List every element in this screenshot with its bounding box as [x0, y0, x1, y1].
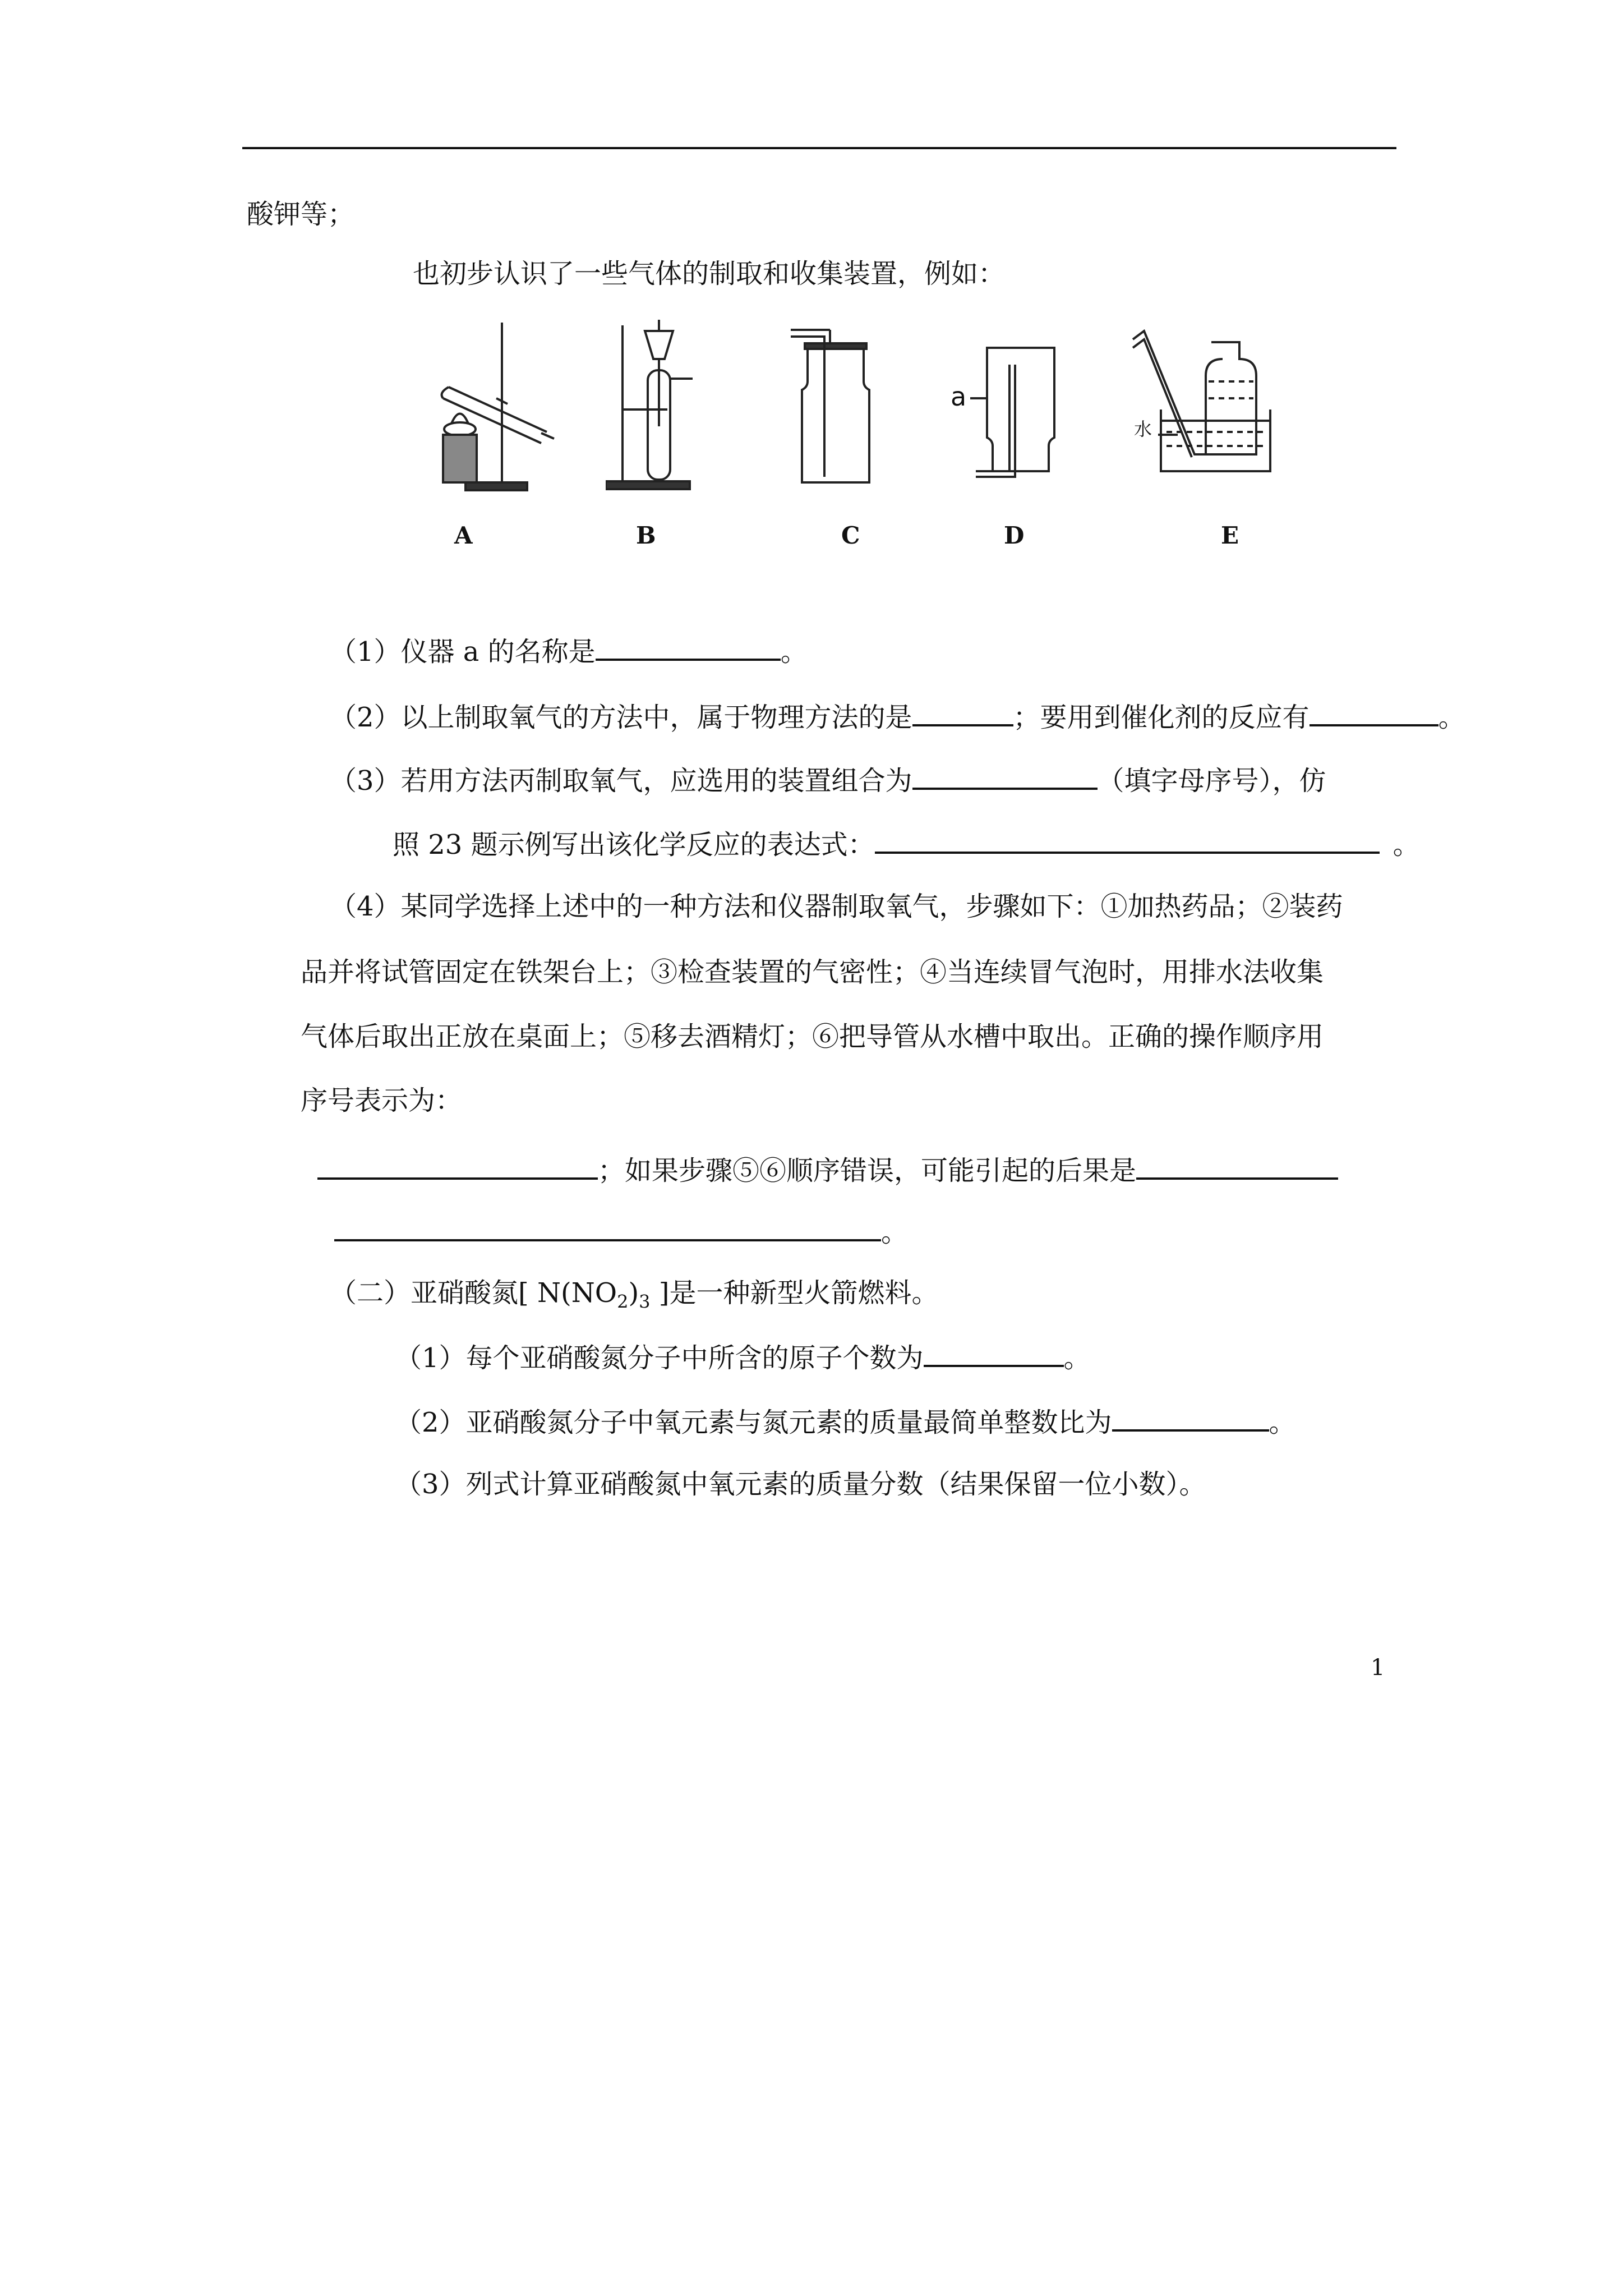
q4-line6: 。: [334, 1213, 908, 1249]
label-e: E: [1221, 522, 1239, 549]
apparatus-d-drawing: [965, 314, 1071, 505]
q4-line2: 品并将试管固定在铁架台上；③检查装置的气密性；④当连续冒气泡时，用排水法收集: [301, 956, 1324, 988]
apparatus-d-tag: a: [951, 381, 967, 412]
q2-blank-physical[interactable]: [912, 698, 1013, 726]
q4-line5: ；如果步骤⑤⑥顺序错误，可能引起的后果是: [317, 1152, 1338, 1188]
part2-s2-blank[interactable]: [1112, 1404, 1269, 1432]
q4-line4: 序号表示为：: [301, 1085, 463, 1116]
label-a: A: [454, 522, 473, 549]
q2: （2）以上制取氧气的方法中，属于物理方法的是 ；要用到催化剂的反应有 。: [330, 698, 1465, 734]
apparatus-c-drawing: [791, 314, 886, 505]
label-c: C: [841, 522, 860, 549]
label-d: D: [1004, 522, 1025, 549]
part2-s2: （2）亚硝酸氮分子中氧元素与氮元素的质量最简单整数比为 。: [395, 1404, 1296, 1439]
page-number: 1: [1371, 1655, 1385, 1681]
q3-line1: （3）若用方法丙制取氧气，应选用的装置组合为 （填字母序号），仿: [330, 762, 1326, 798]
intro-tail: 酸钾等；: [247, 199, 355, 230]
q4-blank-order[interactable]: [317, 1152, 598, 1180]
apparatus-b-drawing: [606, 314, 701, 505]
q3-blank-devices[interactable]: [912, 762, 1098, 790]
q4-blank-consequence-2[interactable]: [334, 1213, 881, 1241]
q1: （1）仪器 a 的名称是 。: [330, 633, 808, 669]
q2-blank-catalyst[interactable]: [1310, 698, 1438, 726]
label-b: B: [636, 522, 656, 549]
part2-s3: （3）列式计算亚硝酸氮中氧元素的质量分数（结果保留一位小数）。: [395, 1469, 1206, 1500]
q1-blank[interactable]: [596, 633, 781, 661]
part2-s1: （1）每个亚硝酸氮分子中所含的原子个数为 。: [395, 1339, 1091, 1375]
q4-line1: （4）某同学选择上述中的一种方法和仪器制取氧气，步骤如下：①加热药品；②装药: [330, 891, 1343, 922]
header-rule: [242, 147, 1396, 149]
apparatus-e-tag: 水: [1134, 418, 1152, 440]
intro-devices: 也初步认识了一些气体的制取和收集装置，例如：: [413, 258, 1006, 289]
q4-blank-consequence-1[interactable]: [1136, 1152, 1338, 1180]
q3-line2: 照 23 题示例写出该化学反应的表达式： 。: [393, 826, 1420, 862]
part2-title: （二）亚硝酸氮[ $N(NO_2)_3$ ]是一种新型火箭燃料。: [330, 1277, 939, 1313]
part2-s1-blank[interactable]: [924, 1339, 1064, 1367]
q4-line3: 气体后取出正放在桌面上；⑤移去酒精灯；⑥把导管从水槽中取出。正确的操作顺序用: [301, 1021, 1324, 1052]
apparatus-e-drawing: [1127, 314, 1273, 505]
q3-blank-equation[interactable]: [875, 826, 1380, 854]
apparatus-figure: [415, 314, 1273, 561]
apparatus-a-drawing: [426, 314, 555, 505]
